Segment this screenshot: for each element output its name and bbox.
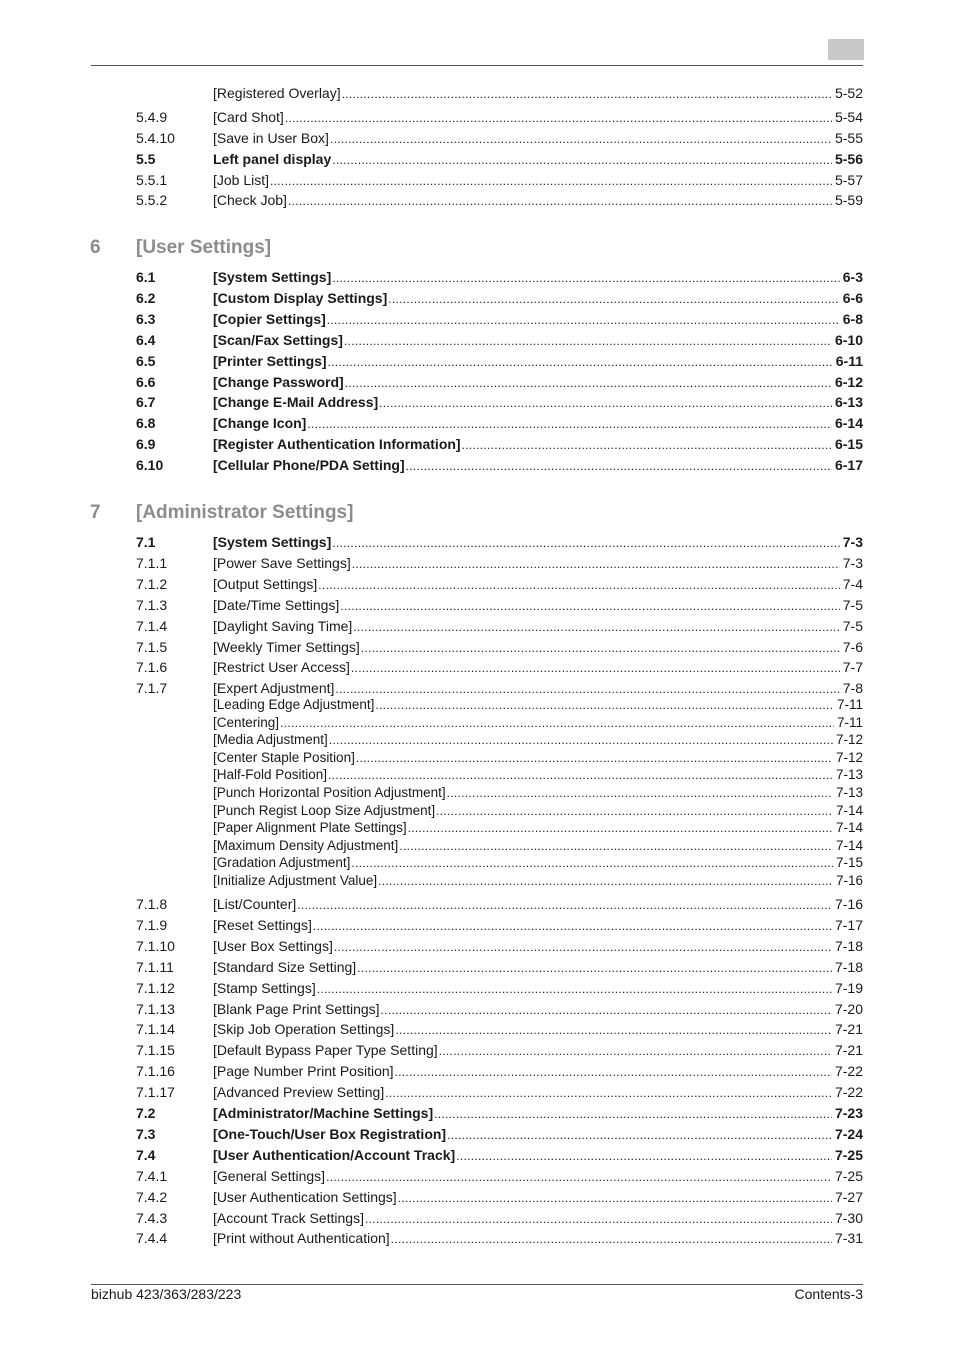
- dot-leader: [456, 1147, 832, 1163]
- toc-entry-title: [One-Touch/User Box Registration]: [213, 1125, 447, 1142]
- toc-entry-number: 6.1: [136, 269, 156, 285]
- toc-entry[interactable]: [136, 785, 863, 802]
- dot-leader: [317, 980, 832, 996]
- dot-leader: [357, 959, 832, 975]
- dot-leader: [351, 659, 840, 675]
- toc-entry-number: 6.7: [136, 394, 156, 411]
- dot-leader: [332, 534, 840, 550]
- toc-entry-title: [User Box Settings]: [213, 937, 333, 954]
- toc-entry-number: 7.1.4: [136, 617, 168, 634]
- toc-entry-title: [Change E-Mail Address]: [213, 394, 379, 411]
- toc-entry[interactable]: [136, 1084, 863, 1104]
- toc-entry[interactable]: [136, 618, 863, 638]
- dot-leader: [351, 855, 833, 870]
- toc-entry-page: 7-8: [842, 680, 863, 697]
- toc-entry-page: 7-3: [842, 534, 863, 550]
- toc-entry[interactable]: [136, 1230, 863, 1250]
- toc-entry-title: [Power Save Settings]: [213, 554, 351, 571]
- toc-entry-number: 7.1: [136, 534, 156, 550]
- footer-rule: [91, 1284, 863, 1285]
- toc-entry[interactable]: [136, 697, 863, 714]
- toc-entry-title: [Card Shot]: [213, 109, 284, 125]
- dot-leader: [327, 311, 840, 327]
- toc-entry-page: 7-4: [842, 575, 863, 592]
- toc-entry-title: [Leading Edge Adjustment]: [213, 697, 375, 712]
- toc-entry[interactable]: [136, 290, 863, 310]
- toc-entry-page: 5-57: [834, 172, 863, 188]
- dot-leader: [356, 750, 833, 765]
- toc-entry-number: 7.1.7: [136, 680, 168, 697]
- toc-entry[interactable]: [136, 1168, 863, 1188]
- dot-leader: [391, 1230, 832, 1246]
- toc-entry[interactable]: [136, 1210, 863, 1230]
- toc-entry-number: 7.1.14: [136, 1021, 175, 1038]
- toc-entry-title: [Save in User Box]: [213, 130, 329, 146]
- toc-entry-number: 7.4.3: [136, 1209, 168, 1226]
- toc-entry[interactable]: [136, 436, 863, 456]
- dot-leader: [395, 1063, 832, 1079]
- toc-entry-page: 5-55: [834, 130, 863, 146]
- toc-entry-page: 7-23: [834, 1105, 863, 1121]
- toc-entry-title: Left panel display: [213, 151, 332, 167]
- dot-leader: [439, 1042, 832, 1058]
- dot-leader: [307, 415, 832, 431]
- toc-entry-page: 5-56: [834, 151, 863, 167]
- toc-entry-title: [User Authentication/Account Track]: [213, 1146, 456, 1163]
- toc-entry-number: 7.4.1: [136, 1167, 168, 1184]
- toc-entry-page: 6-13: [834, 394, 863, 411]
- toc-entry-title: [Job List]: [213, 172, 270, 188]
- toc-entry-number: 7.1.17: [136, 1084, 175, 1101]
- dot-leader: [361, 639, 840, 655]
- dot-leader: [462, 436, 832, 452]
- toc-entry-page: 7-14: [835, 837, 863, 853]
- dot-leader: [379, 394, 832, 410]
- toc-entry-page: 7-12: [835, 732, 863, 748]
- toc-entry-title: [Expert Adjustment]: [213, 680, 335, 697]
- toc-entry[interactable]: [136, 732, 863, 749]
- toc-entry-title: [Administrator/Machine Settings]: [213, 1105, 434, 1121]
- dot-leader: [352, 555, 840, 571]
- toc-entry[interactable]: [136, 1189, 863, 1209]
- toc-entry[interactable]: [136, 917, 863, 937]
- toc-entry[interactable]: [136, 311, 863, 331]
- toc-entry-page: 7-25: [834, 1167, 863, 1184]
- toc-entry-title: [Centering]: [213, 714, 280, 730]
- toc-entry[interactable]: [136, 1021, 863, 1041]
- toc-entry[interactable]: [136, 269, 863, 289]
- toc-entry[interactable]: [136, 838, 863, 855]
- toc-entry[interactable]: [136, 767, 863, 784]
- toc-entry-number: 7.1.15: [136, 1042, 175, 1059]
- toc-entry-title: [Gradation Adjustment]: [213, 855, 351, 871]
- dot-leader: [399, 838, 833, 853]
- toc-entry[interactable]: [136, 750, 863, 767]
- toc-entry-number: 7.4: [136, 1146, 156, 1163]
- toc-entry-title: [Punch Horizontal Position Adjustment]: [213, 785, 446, 800]
- toc-entry[interactable]: [136, 85, 863, 105]
- toc-entry-title: [Page Number Print Position]: [213, 1063, 394, 1080]
- toc-entry-number: 7.3: [136, 1125, 156, 1142]
- dot-leader: [385, 1084, 832, 1100]
- toc-entry[interactable]: [136, 1147, 863, 1167]
- toc-entry[interactable]: [136, 855, 863, 872]
- toc-entry-title: [Skip Job Operation Settings]: [213, 1021, 395, 1038]
- toc-entry-number: 5.4.9: [136, 109, 168, 125]
- toc-entry-page: 7-12: [835, 749, 863, 765]
- toc-entry[interactable]: [136, 896, 863, 916]
- dot-leader: [329, 732, 833, 747]
- toc-entry-page: 7-5: [842, 617, 863, 634]
- toc-entry-title: [List/Counter]: [213, 896, 297, 912]
- dot-leader: [270, 172, 832, 188]
- toc-entry[interactable]: [136, 659, 863, 679]
- toc-entry[interactable]: [136, 1126, 863, 1146]
- toc-entry-page: 7-16: [834, 896, 863, 912]
- toc-entry-title: [Restrict User Access]: [213, 659, 350, 676]
- toc-entry-title: [Punch Regist Loop Size Adjustment]: [213, 802, 436, 818]
- toc-entry-page: 7-7: [842, 659, 863, 676]
- toc-entry-page: 7-19: [834, 979, 863, 996]
- toc-entry[interactable]: [136, 415, 863, 435]
- toc-entry-number: 7.1.9: [136, 916, 168, 933]
- toc-entry-title: [Default Bypass Paper Type Setting]: [213, 1042, 438, 1059]
- toc-entry-number: 6.4: [136, 331, 156, 348]
- toc-entry-page: 7-30: [834, 1209, 863, 1226]
- toc-entry-page: 7-31: [834, 1230, 863, 1247]
- chapter-heading-7: [90, 502, 353, 528]
- toc-entry[interactable]: [136, 1042, 863, 1062]
- toc-entry-title: [Output Settings]: [213, 575, 318, 592]
- toc-entry-number: 7.1.16: [136, 1063, 175, 1080]
- toc-entry[interactable]: [136, 555, 863, 575]
- toc-entry-title: [Standard Size Setting]: [213, 958, 357, 975]
- toc-entry-page: 7-13: [835, 785, 863, 800]
- toc-entry-page: 7-22: [834, 1084, 863, 1101]
- dot-leader: [313, 917, 832, 933]
- toc-entry-title: [Printer Settings]: [213, 352, 327, 369]
- toc-entry-page: 6-12: [834, 373, 863, 390]
- toc-entry-number: 7.1.5: [136, 638, 168, 655]
- toc-entry-title: [Register Authentication Information]: [213, 436, 461, 453]
- toc-entry-number: 6.3: [136, 310, 156, 327]
- toc-entry-title: [Cellular Phone/PDA Setting]: [213, 457, 405, 474]
- toc-entry-title: [Weekly Timer Settings]: [213, 638, 360, 655]
- toc-entry-title: [Check Job]: [213, 192, 287, 208]
- toc-entry-page: 7-21: [834, 1042, 863, 1059]
- toc-entry-title: [Half-Fold Position]: [213, 767, 328, 783]
- dot-leader: [395, 1021, 832, 1037]
- toc-entry-page: 7-18: [834, 937, 863, 954]
- toc-entry-page: 6-14: [834, 415, 863, 432]
- toc-entry-page: 7-3: [842, 554, 863, 571]
- toc-entry-number: 5.5.1: [136, 172, 168, 188]
- dot-leader: [345, 374, 832, 390]
- toc-entry-number: 7.2: [136, 1105, 156, 1121]
- toc-entry-number: 7.1.12: [136, 979, 175, 996]
- toc-entry-number: 6.2: [136, 289, 156, 306]
- chapter-title: [Administrator Settings]: [136, 502, 354, 523]
- toc-entry-page: 6-8: [842, 310, 863, 327]
- toc-entry-page: 7-11: [836, 714, 863, 730]
- toc-entry-page: 7-24: [834, 1125, 863, 1142]
- dot-leader: [378, 873, 833, 888]
- chapter-number: 6: [90, 237, 101, 258]
- dot-leader: [344, 332, 832, 348]
- toc-entry[interactable]: [136, 873, 863, 890]
- toc-entry-title: [Custom Display Settings]: [213, 289, 388, 306]
- toc-entry-title: [Copier Settings]: [213, 310, 326, 327]
- toc-entry-title: [System Settings]: [213, 534, 332, 550]
- toc-entry[interactable]: [136, 534, 863, 554]
- toc-entry-number: 6.9: [136, 436, 156, 453]
- toc-entry-title: [Initialize Adjustment Value]: [213, 873, 378, 888]
- toc-entry-number: 6.8: [136, 415, 156, 432]
- toc-entry[interactable]: [136, 959, 863, 979]
- toc-entry-title: [Center Staple Position]: [213, 749, 355, 765]
- toc-entry[interactable]: [136, 803, 863, 820]
- toc-entry[interactable]: [136, 192, 863, 212]
- toc-entry[interactable]: [136, 938, 863, 958]
- toc-entry[interactable]: [136, 374, 863, 394]
- toc-entry[interactable]: [136, 109, 863, 129]
- toc-entry-number: 7.1.13: [136, 1000, 175, 1017]
- toc-entry-title: [Stamp Settings]: [213, 979, 316, 996]
- toc-entry-number: 6.10: [136, 457, 164, 474]
- toc-entry-number: 7.1.6: [136, 659, 168, 676]
- toc-entry-title: [User Authentication Settings]: [213, 1188, 397, 1205]
- header-rule: [91, 65, 863, 66]
- toc-entry-page: 7-25: [834, 1146, 863, 1163]
- chapter-number: 7: [90, 502, 101, 523]
- dot-leader: [332, 151, 832, 167]
- dot-leader: [332, 269, 840, 285]
- toc-entry[interactable]: [136, 576, 863, 596]
- toc-entry[interactable]: [136, 151, 863, 171]
- toc-entry-title: [Date/Time Settings]: [213, 596, 340, 613]
- dot-leader: [353, 618, 839, 634]
- toc-entry[interactable]: [136, 394, 863, 414]
- toc-entry-number: 5.5: [136, 151, 156, 167]
- toc-entry-page: 5-52: [834, 85, 863, 101]
- toc-entry-title: [Scan/Fax Settings]: [213, 331, 343, 348]
- dot-leader: [342, 85, 832, 101]
- toc-entry[interactable]: [136, 1063, 863, 1083]
- toc-entry-number: 7.1.2: [136, 575, 168, 592]
- toc-entry-page: 6-6: [842, 289, 863, 306]
- toc-entry-number: 7.4.4: [136, 1230, 168, 1247]
- toc-entry[interactable]: [136, 1001, 863, 1021]
- toc-entry[interactable]: [136, 820, 863, 837]
- toc-entry-title: [Change Password]: [213, 373, 344, 390]
- toc-entry-number: 7.1.11: [136, 958, 174, 975]
- chapter-heading-6: [90, 237, 271, 263]
- toc-entry-title: [Media Adjustment]: [213, 732, 328, 748]
- toc-entry-page: 7-22: [834, 1063, 863, 1080]
- dot-leader: [447, 785, 833, 800]
- toc-entry-title: [Daylight Saving Time]: [213, 617, 353, 634]
- dot-leader: [335, 680, 839, 696]
- toc-entry-page: 7-16: [835, 873, 863, 888]
- toc-entry-page: 6-15: [834, 436, 863, 453]
- dot-leader: [326, 1168, 832, 1184]
- dot-leader: [381, 1001, 832, 1017]
- toc-entry-title: [Change Icon]: [213, 415, 307, 432]
- toc-entry[interactable]: [136, 1105, 863, 1125]
- toc-entry-number: 7.4.2: [136, 1188, 168, 1205]
- toc-entry-number: 5.5.2: [136, 192, 168, 208]
- toc-entry-page: 7-21: [834, 1021, 863, 1038]
- toc-entry-title: [System Settings]: [213, 269, 332, 285]
- dot-leader: [406, 457, 832, 473]
- toc-entry[interactable]: [136, 715, 863, 732]
- toc-entry-title: [Paper Alignment Plate Settings]: [213, 820, 407, 836]
- toc-entry-number: 6.5: [136, 352, 156, 369]
- toc-entry-title: [Advanced Preview Setting]: [213, 1084, 385, 1101]
- toc-entry-title: [Account Track Settings]: [213, 1209, 364, 1226]
- dot-leader: [398, 1189, 832, 1205]
- toc-entry-page: 5-59: [834, 192, 863, 208]
- dot-leader: [365, 1210, 832, 1226]
- dot-leader: [388, 290, 840, 306]
- toc-entry[interactable]: [136, 639, 863, 659]
- dot-leader: [436, 803, 833, 818]
- dot-leader: [297, 896, 832, 912]
- toc-entry-page: 5-54: [834, 109, 863, 125]
- toc-entry-number: 7.1.3: [136, 596, 168, 613]
- toc-entry[interactable]: [136, 980, 863, 1000]
- dot-leader: [447, 1126, 832, 1142]
- toc-entry[interactable]: [136, 172, 863, 192]
- toc-entry-page: 7-14: [835, 820, 863, 836]
- toc-entry-number: 7.1.8: [136, 896, 168, 912]
- toc-entry-number: 6.6: [136, 373, 156, 390]
- dot-leader: [330, 130, 832, 146]
- toc-entry[interactable]: [136, 457, 863, 477]
- toc-entry-number: 5.4.10: [136, 130, 175, 146]
- toc-entry[interactable]: [136, 353, 863, 373]
- dot-leader: [340, 597, 839, 613]
- toc-entry-title: [Blank Page Print Settings]: [213, 1000, 380, 1017]
- toc-entry-title: [Reset Settings]: [213, 916, 312, 933]
- toc-entry-title: [General Settings]: [213, 1167, 326, 1184]
- dot-leader: [434, 1105, 832, 1121]
- toc-entry-page: 7-15: [835, 855, 863, 871]
- dot-leader: [328, 767, 833, 782]
- toc-entry-page: 7-5: [842, 596, 863, 613]
- dot-leader: [328, 353, 833, 369]
- toc-entry-number: 7.1.10: [136, 937, 175, 954]
- toc-entry-page: 7-11: [836, 697, 863, 712]
- dot-leader: [285, 109, 832, 125]
- toc-entry-page: 7-18: [834, 958, 863, 975]
- toc-entry-page: 6-10: [834, 331, 863, 348]
- dot-leader: [318, 576, 839, 592]
- toc-entry-number: 7.1.1: [136, 554, 168, 571]
- toc-entry[interactable]: [136, 130, 863, 150]
- toc-entry-page: 7-17: [834, 916, 863, 933]
- toc-entry-page: 7-14: [835, 802, 863, 818]
- toc-entry[interactable]: [136, 332, 863, 352]
- footer-product: bizhub 423/363/283/223: [91, 1286, 242, 1302]
- footer-page-number: Contents-3: [794, 1286, 863, 1302]
- toc-entry-title: [Registered Overlay]: [213, 85, 341, 101]
- toc-entry-title: [Print without Authentication]: [213, 1230, 390, 1247]
- dot-leader: [334, 938, 832, 954]
- toc-entry-page: 7-20: [834, 1000, 863, 1017]
- dot-leader: [288, 192, 832, 208]
- toc-entry-page: 7-6: [842, 638, 863, 655]
- dot-leader: [408, 820, 833, 835]
- toc-entry[interactable]: [136, 597, 863, 617]
- toc-entry-page: 6-17: [834, 457, 863, 474]
- toc-entry-title: [Maximum Density Adjustment]: [213, 837, 399, 853]
- toc-entry-page: 6-11: [835, 352, 863, 369]
- toc-entry-page: 7-27: [834, 1188, 863, 1205]
- chapter-tab-marker: [828, 39, 864, 60]
- chapter-title: [User Settings]: [136, 237, 272, 258]
- dot-leader: [375, 697, 834, 712]
- dot-leader: [280, 715, 834, 730]
- toc-entry-page: 7-13: [835, 767, 863, 783]
- toc-entry-page: 6-3: [842, 269, 863, 285]
